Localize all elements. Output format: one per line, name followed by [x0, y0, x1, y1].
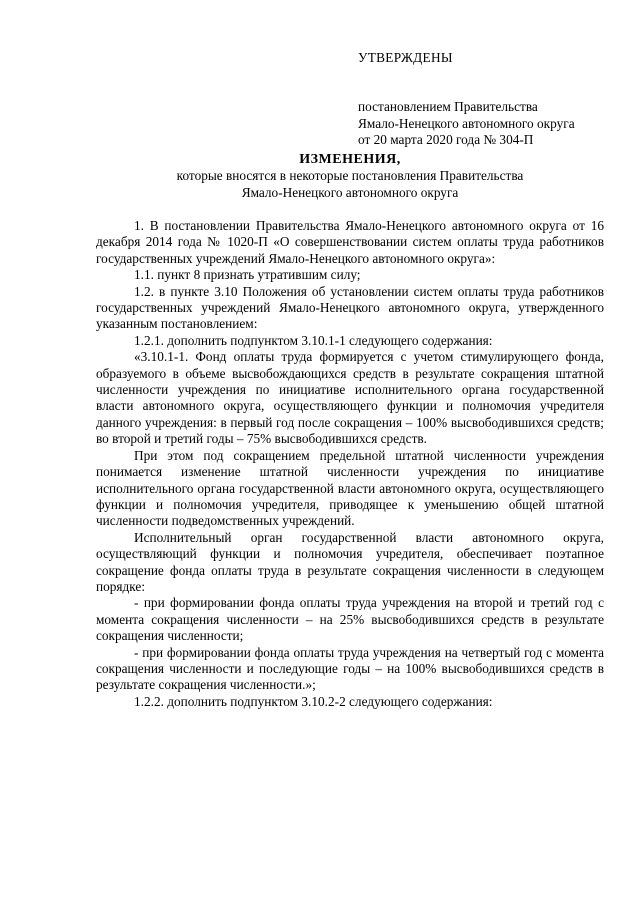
- title-main: ИЗМЕНЕНИЯ,: [299, 152, 401, 167]
- document-body: [96, 218, 604, 710]
- approval-line: от 20 марта 2020 года № 304-П: [358, 132, 534, 148]
- paragraph: - при формировании фонда оплаты труда учреждения на четвертый год с момента сокращения численности и последующие годы – на 100% высвободившихся средств в результате сокращения численности.»;: [96, 644, 604, 693]
- paragraph: Исполнительный орган государственной власти автономного округа, осуществляющий функции и полномочия учредителя, обеспечивает поэтапное сокращение фонда оплаты труда в результате сокращения численности в следующем порядке:: [96, 529, 604, 594]
- paragraph: 1.2.1. дополнить подпунктом 3.10.1-1 следующего содержания:: [134, 332, 493, 348]
- paragraph: - при формировании фонда оплаты труда учреждения на второй и третий год с момента сокращения численности – на 25% высвободившихся средств в результате сокращения численности;: [96, 595, 604, 644]
- paragraph: 1.2.2. дополнить подпунктом 3.10.2-2 следующего содержания:: [134, 693, 493, 709]
- approval-line: Ямало-Ненецкого автономного округа: [358, 115, 575, 131]
- approval-stamp: [358, 50, 618, 149]
- paragraph: 1.2. в пункте 3.10 Положения об установлении систем оплаты труда работников государственных учреждений Ямало-Ненецкого автономного округа, утвержденного указанным постановлением:: [96, 283, 604, 332]
- paragraph: 1. В постановлении Правительства Ямало-Ненецкого автономного округа от 16 декабря 2014 года № 1020-П «О совершенствовании систем оплаты труда работников государственных учреждений Ямало-Ненецкого автономного округа»:: [96, 218, 604, 266]
- paragraph: «3.10.1-1. Фонд оплаты труда формируется с учетом стимулирующего фонда, образуемого в объеме высвобождающихся средств в результате сокращения штатной численности учреждения по инициативе исполнительного органа государственной власти автономного округа, осуществляющего функции и полномочия учредителя данного учреждения: в первый год после сокращения – 100% высвободившихся средств; во второй и третий годы – 75% высвободившихся средств.: [96, 349, 604, 447]
- paragraph: 1.1. пункт 8 признать утратившим силу;: [134, 267, 361, 283]
- document-title: [96, 152, 604, 201]
- title-subtitle: Ямало-Ненецкого автономного округа: [241, 184, 459, 200]
- approval-heading: УТВЕРЖДЕНЫ: [358, 50, 453, 65]
- approval-line: постановлением Правительства: [358, 99, 538, 115]
- title-subtitle: которые вносятся в некоторые постановления Правительства: [176, 168, 524, 184]
- paragraph: При этом под сокращением предельной штатной численности учреждения понимается изменение штатной численности учреждения по инициативе исполнительного органа государственной власти автономного округа, осуществляющего функции и полномочия учредителя, приводящее к уменьшению общей штатной численности подведомственных учреждений.: [96, 447, 604, 529]
